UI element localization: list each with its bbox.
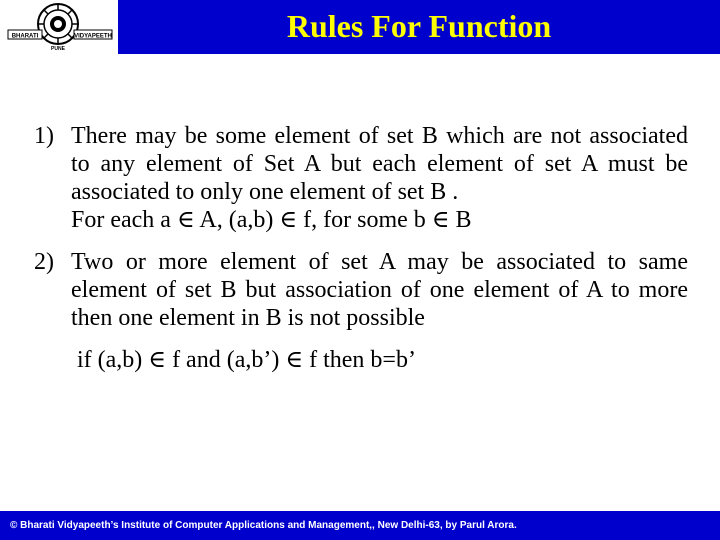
rule-text-block	[71, 122, 688, 234]
footer-bar	[0, 511, 720, 540]
logo-left-text: BHARATI	[11, 33, 39, 40]
rule-number: 1)	[34, 123, 54, 149]
condition-line: if (a,b) ∈ f and (a,b’) ∈ f then b=b’	[77, 347, 416, 373]
logo-bottom-text: PUNE	[51, 46, 65, 52]
logo-right-text: VIDYAPEETH	[74, 33, 112, 40]
rule-text: There may be some element of set B which are not associated to any element of Set A but each element of set A must be associated to only one element of set B .	[71, 123, 688, 205]
rule-formula: For each a ∈ A, (a,b) ∈ f, for some b ∈ B	[71, 207, 472, 233]
rule-number: 2)	[34, 249, 54, 275]
institute-emblem-icon	[0, 0, 118, 54]
header-bar	[0, 0, 720, 54]
slide-title: Rules For Function	[286, 8, 552, 44]
rule-text: Two or more element of set A may be associated to same element of set B but association of one element of A to more then one element in B is not possible	[71, 249, 688, 331]
footer-text: © Bharati Vidyapeeth’s Institute of Computer Applications and Management,, New Delhi-63, by Parul Arora.	[10, 520, 517, 531]
rule-text-block	[71, 248, 688, 332]
logo	[0, 0, 118, 54]
